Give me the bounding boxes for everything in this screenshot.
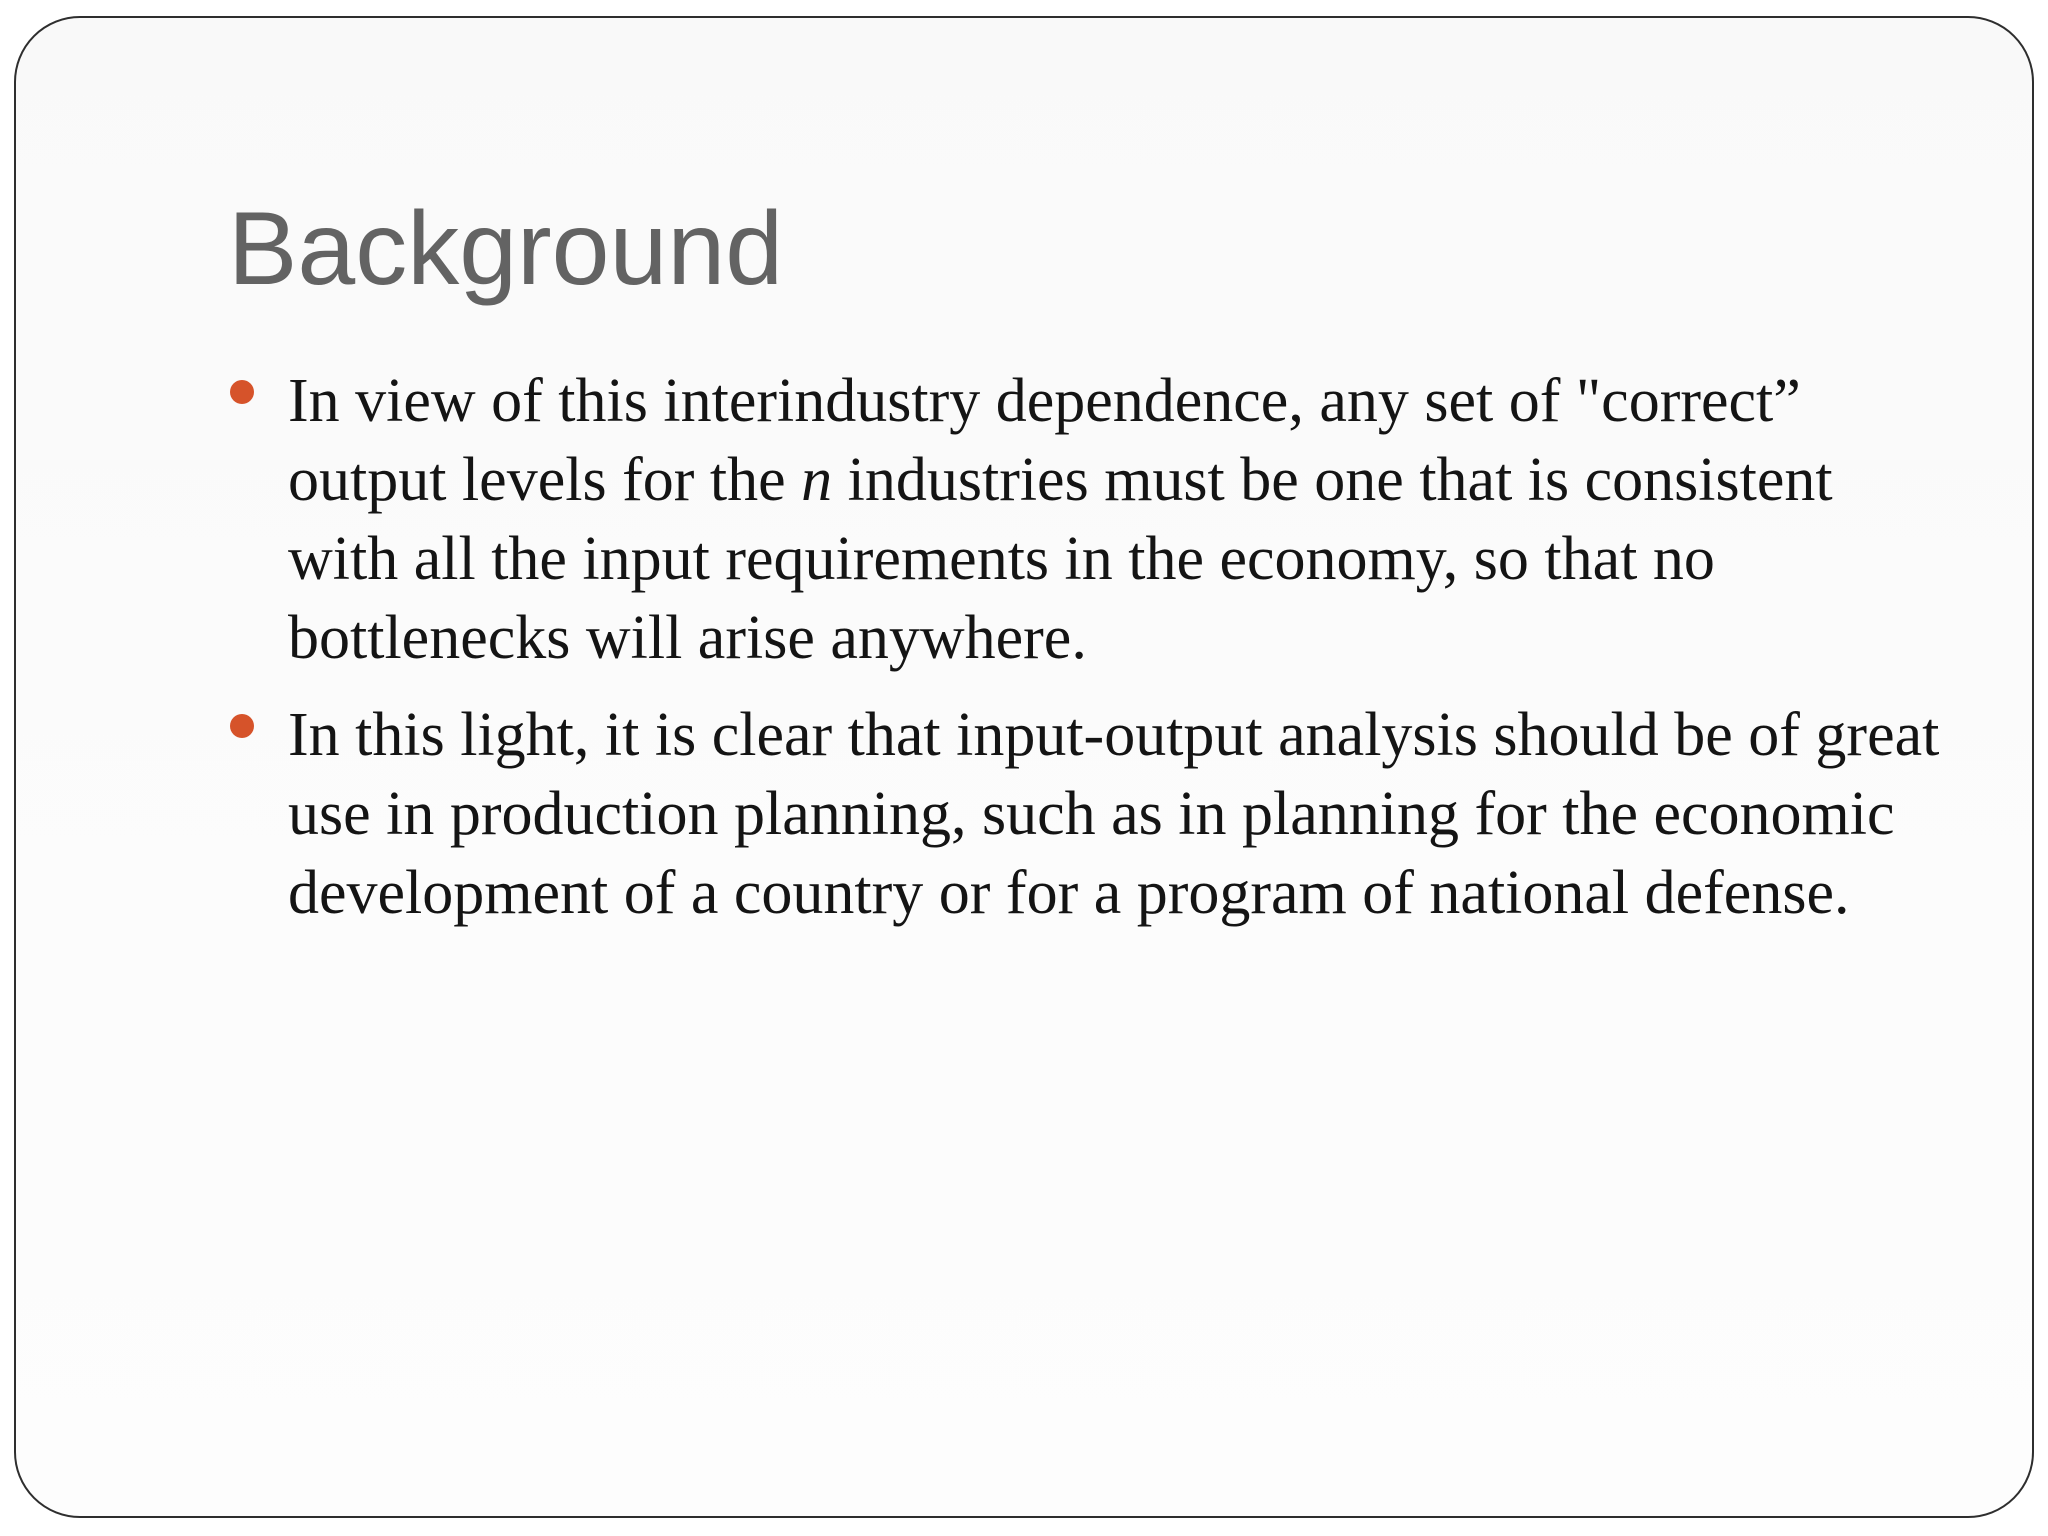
bullet-text-part: In view of this interindustry dependence, any set of "correct” output levels for the: [288, 367, 1801, 514]
bullet-text: [288, 367, 1833, 672]
bullet-text-part: industries must be one that is consistent with all the input requirements in the economy, so that no bottlenecks will arise anywhere.: [288, 446, 1833, 672]
bullet-item-2: [228, 696, 1948, 933]
slide: [14, 16, 2034, 1518]
bullet-dot-icon: [230, 714, 254, 738]
bullet-list: [228, 362, 1948, 951]
slide-title: Background: [228, 191, 784, 307]
bullet-text: In this light, it is clear that input-output analysis should be of great use in production planning, such as in planning for the economic development of a country or for a program of national defense.: [288, 701, 1940, 927]
italic-variable: n: [801, 446, 833, 514]
bullet-item-1: [228, 362, 1948, 678]
bullet-dot-icon: [230, 380, 254, 404]
